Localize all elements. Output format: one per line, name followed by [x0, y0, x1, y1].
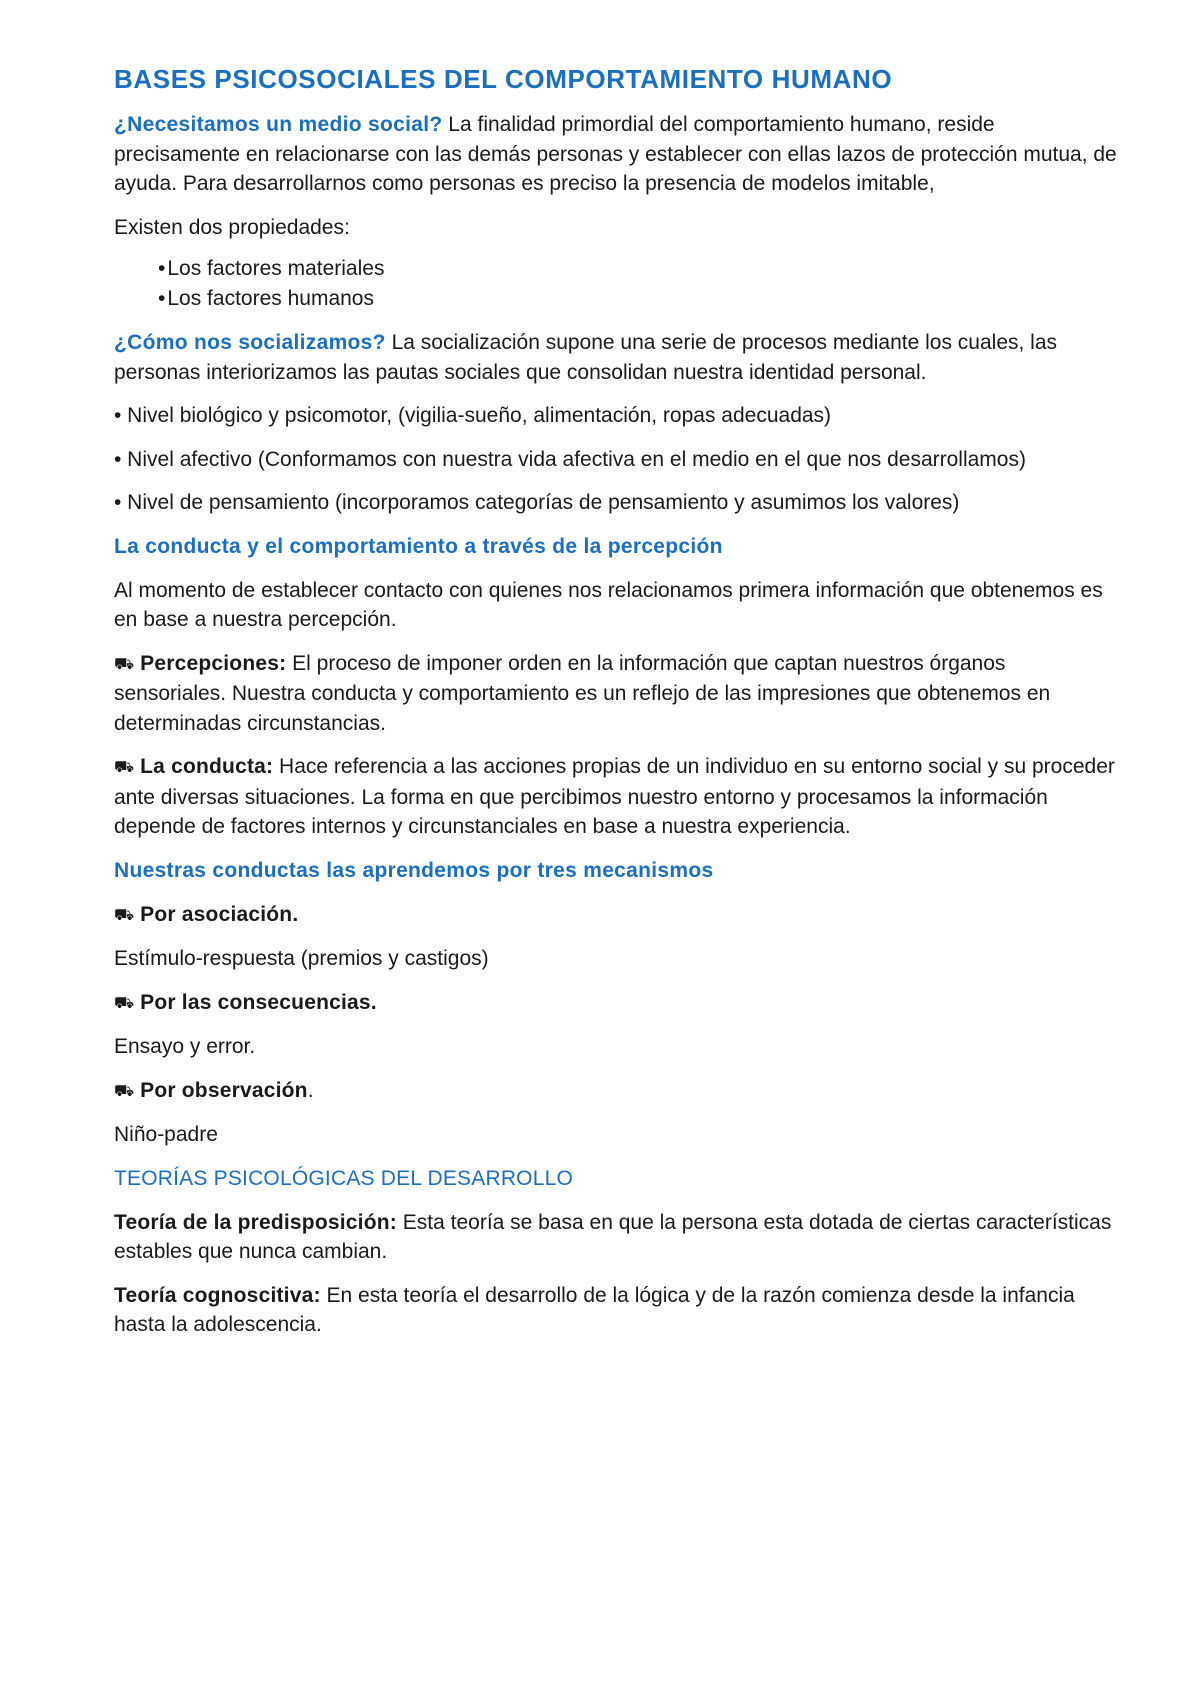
mechanism-description: Niño-padre: [114, 1123, 218, 1146]
bus-icon: ⛟: [114, 759, 135, 776]
term-label: Teoría cognoscitiva:: [114, 1283, 321, 1307]
mechanism-description: Ensayo y error.: [114, 1035, 256, 1058]
heading-teorias: TEORÍAS PSICOLÓGICAS DEL DESARROLLO: [114, 1166, 574, 1190]
paragraph-teoria-cognoscitiva: [114, 1281, 1120, 1340]
level-item: • Nivel afectivo (Conformamos con nuestra vida afectiva en el medio en el que nos desarrollamos): [114, 447, 1026, 471]
mechanism-suffix: .: [307, 1078, 314, 1102]
paragraph-text: Hace referencia a las acciones propias de un individuo en su entorno social y su proceder ante diversas situaciones. La forma en que percibimos nuestro entorno y procesamos la información depende de factores internos y circunstanciales en base a nuestra experiencia.: [114, 755, 1115, 838]
heading-percepcion: La conducta y el comportamiento a través de la percepción: [114, 534, 723, 558]
paragraph-text: En esta teoría el desarrollo de la lógica y de la razón comienza desde la infancia hasta la adolescencia.: [114, 1283, 1075, 1336]
paragraph-socializamos: [114, 328, 1120, 387]
level-item: • Nivel biológico y psicomotor, (vigilia-sueño, alimentación, ropas adecuadas): [114, 404, 832, 427]
question-medio-social: ¿Necesitamos un medio social?: [114, 113, 443, 136]
mechanism-label: Por observación: [140, 1078, 308, 1102]
paragraph-medio-social: [114, 110, 1120, 199]
paragraph-text: La socialización supone una serie de procesos mediante los cuales, las personas interiorizamos las pautas sociales que consolidan nuestra identidad personal.: [114, 331, 1058, 384]
question-socializamos: ¿Cómo nos socializamos?: [114, 331, 386, 354]
level-item: • Nivel de pensamiento (incorporamos categorías de pensamiento y asumimos los valores): [114, 491, 960, 514]
paragraph-percepcion: Al momento de establecer contacto con quienes nos relacionamos primera información que obtenemos es en base a nuestra percepción.: [114, 578, 1103, 631]
bus-icon: ⛟: [114, 994, 135, 1012]
paragraph-teoria-predisposicion: [114, 1208, 1120, 1267]
mechanism-label: Por las consecuencias.: [140, 990, 377, 1014]
mechanism-description: Estímulo-respuesta (premios y castigos): [114, 947, 489, 970]
paragraph-propiedades: Existen dos propiedades:: [114, 215, 350, 239]
mechanism-item: [114, 900, 1120, 931]
bus-icon: ⛟: [114, 655, 135, 673]
list-item: • Los factores materiales: [158, 254, 1120, 284]
term-label: La conducta:: [140, 755, 274, 778]
list-item: • Los factores humanos: [158, 284, 1120, 314]
term-label: Percepciones:: [140, 651, 287, 675]
mechanism-label: Por asociación.: [140, 902, 299, 926]
paragraph-conducta: [114, 752, 1120, 842]
heading-mecanismos: Nuestras conductas las aprendemos por tres mecanismos: [114, 858, 714, 882]
bus-icon: ⛟: [114, 1082, 135, 1100]
paragraph-text: La finalidad primordial del comportamiento humano, reside precisamente en relacionarse con las demás personas y establecer con ellas lazos de protección mutua, de ayuda. Para desarrollarnos como personas es preciso la presencia de modelos imitable,: [114, 113, 1117, 195]
document-title: BASES PSICOSOCIALES DEL COMPORTAMIENTO HUMANO: [114, 64, 893, 94]
bus-icon: ⛟: [114, 906, 135, 924]
paragraph-text: El proceso de imponer orden en la información que captan nuestros órganos sensoriales. Nuestra conducta y comportamiento es un reflejo de las impresiones que obtenemos en determinadas circunstancias.: [114, 651, 1051, 735]
mechanism-item: [114, 988, 1120, 1019]
term-label: Teoría de la predisposición:: [114, 1210, 397, 1234]
paragraph-percepciones: [114, 649, 1120, 739]
mechanism-item: [114, 1076, 1120, 1107]
propiedades-list: [158, 254, 1120, 314]
paragraph-text: Esta teoría se basa en que la persona esta dotada de ciertas características estables que nunca cambian.: [114, 1210, 1112, 1263]
